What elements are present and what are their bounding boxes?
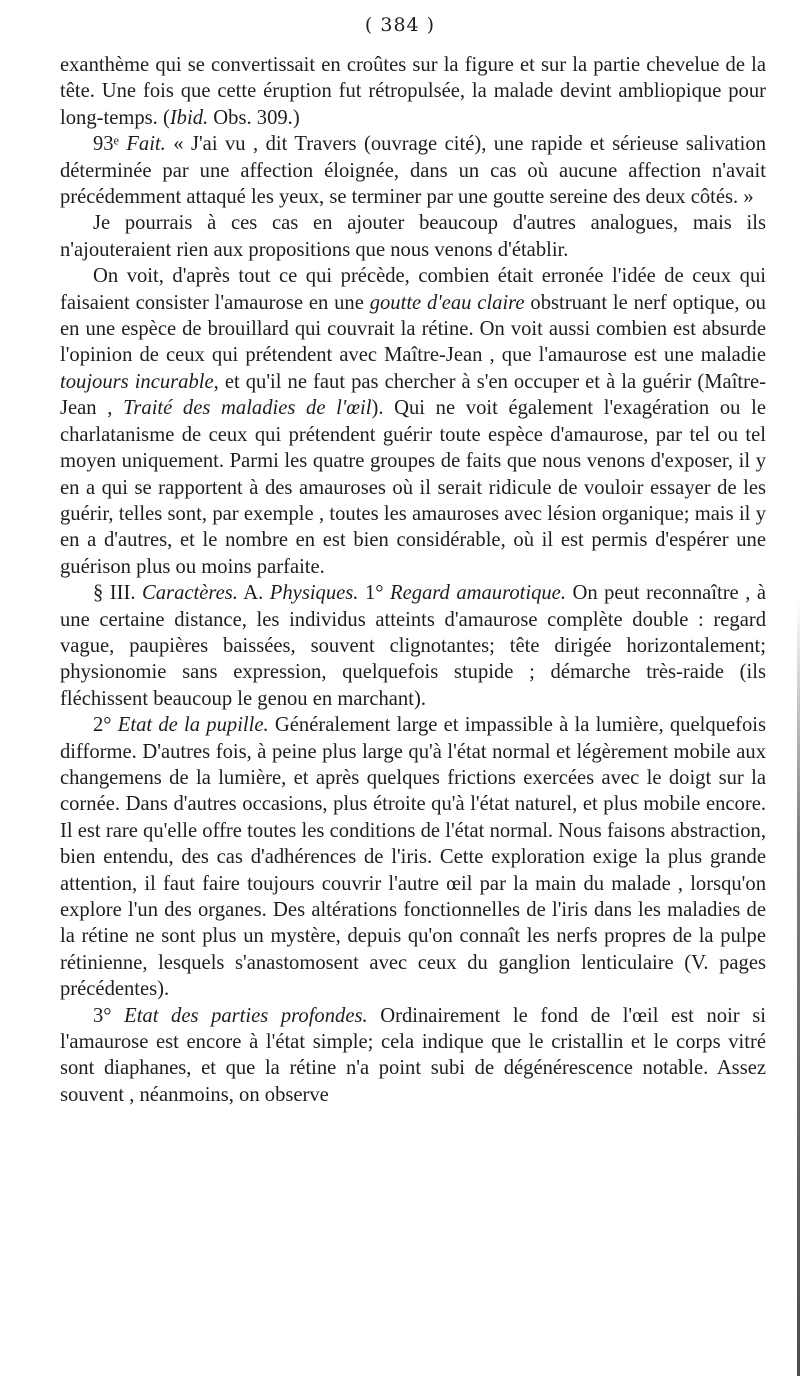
text-segment: On peut reconnaître , à une certaine distance, les individus atteints d'amaurose complète double : regard vague, paupières baissées, souvent clignotantes; tête dirigée horizontalement; physionomie sans expression, quelquefois stupide ; démarche très-raide (ils fléchissent beaucoup le genou en marchant). [60,582,766,710]
paragraph [60,712,766,1002]
text-segment: Généralement large et impassible à la lumière, quelquefois difforme. D'autres fois, à peine plus large qu'à l'état normal et légèrement mobile aux changemens de la lumière, et après quelques frictions exercées avec le doigt sur la cornée. Dans d'autres occasions, plus étroite qu'à l'état naturel, et plus mobile encore. Il est rare qu'elle offre toutes les conditions de l'état normal. Nous faisons abstraction, bien entendu, des cas d'adhérences de l'iris. Cette exploration exige la plus grande attention, il faut faire toujours couvrir l'autre œil par la main du malade , lorsqu'on explore l'un des organes. Des altérations fonctionnelles de l'iris dans les maladies de la rétine ne sont plus un mystère, depuis qu'on connaît les nerfs propres de la pulpe rétinienne, lesquels s'anastomosent avec ceux du ganglion lenticulaire (V. pages précédentes). [60,714,766,1001]
paragraph [60,52,766,131]
text-segment: A. [237,582,270,605]
text-segment: Obs. 309.) [208,106,300,129]
italic-text: toujours incurable [60,370,214,393]
text-segment: 2° [93,714,118,737]
italic-text: Etat de la pupille. [117,714,269,737]
italic-text: Physiques. [269,582,359,605]
italic-text: Traité des maladies de l'œil [123,397,372,420]
text-segment: 1° [358,582,390,605]
text-segment: ). Qui ne voit également l'exagération ou le charlatanisme de ceux qui prétendent guérir toute espèce d'amaurose, par tel ou tel moyen uniquement. Parmi les quatre groupes de faits que nous venons d'exposer, il y en a qui se rapportent à des amauroses où il serait ridicule de vouloir essayer de les guérir, telles sont, par exemple , toutes les amauroses avec lésion organique; mais il y en a d'autres, et le nombre en est bien considérable, où il est permis d'espérer une guérison plus ou moins parfaite. [60,397,766,578]
paragraph [60,1003,766,1109]
body-text [60,52,766,1108]
text-segment: On voit, d'après tout ce qui précède, combien était erronée l'idée de ceux qui faisaient consister l'amaurose en une [60,265,766,314]
paragraph [60,210,766,263]
paragraph [60,580,766,712]
italic-text: Fait. [126,133,166,156]
text-segment: 3° [93,1004,125,1027]
text-segment: obstruant le nerf optique, ou en une espèce de brouillard qui couvrait la rétine. On voit aussi combien est absurde l'opinion de ceux qui prétendent avec Maître-Jean , que l'amaurose est une maladie [60,291,766,367]
paragraph [60,131,766,210]
italic-text: Etat des parties profondes. [124,1004,368,1027]
italic-text: Regard amaurotique. [389,582,566,605]
italic-text: goutte d'eau claire [369,291,525,314]
text-segment: Ordinairement le fond de l'œil est noir si l'amaurose est encore à l'état simple; cela indique que le cristallin et le corps vitré sont diaphanes, et que la rétine n'a point subi de dégénérescence notable. Assez souvent , néanmoins, on observe [60,1004,766,1106]
paragraph [60,263,766,580]
text-segment: , et qu'il ne faut pas chercher à s'en occuper et à la guérir (Maître-Jean , [60,370,767,420]
text-segment: exanthème qui se convertissait en croûtes sur la figure et sur la partie chevelue de la tête. Une fois que cette éruption fut rétropulsée, la malade devint ambliopique pour long-temps. ( [60,54,766,129]
page-number: ( 384 ) [364,14,436,36]
text-segment: § III. [93,582,143,605]
italic-text: Caractères. [142,582,238,605]
italic-text: Ibid. [169,106,209,129]
text-segment: « J'ai vu , dit Travers (ouvrage cité), une rapide et sérieuse salivation déterminée par une affection éloignée, dans un cas où aucune affection n'avait précédemment attaqué les yeux, se terminer par une goutte sereine des deux côtés. » [60,133,766,209]
text-segment: 93ᵉ [93,133,127,156]
text-segment: Je pourrais à ces cas en ajouter beaucoup d'autres analogues, mais ils n'ajouteraient rien aux propositions que nous venons d'établir. [60,212,766,261]
